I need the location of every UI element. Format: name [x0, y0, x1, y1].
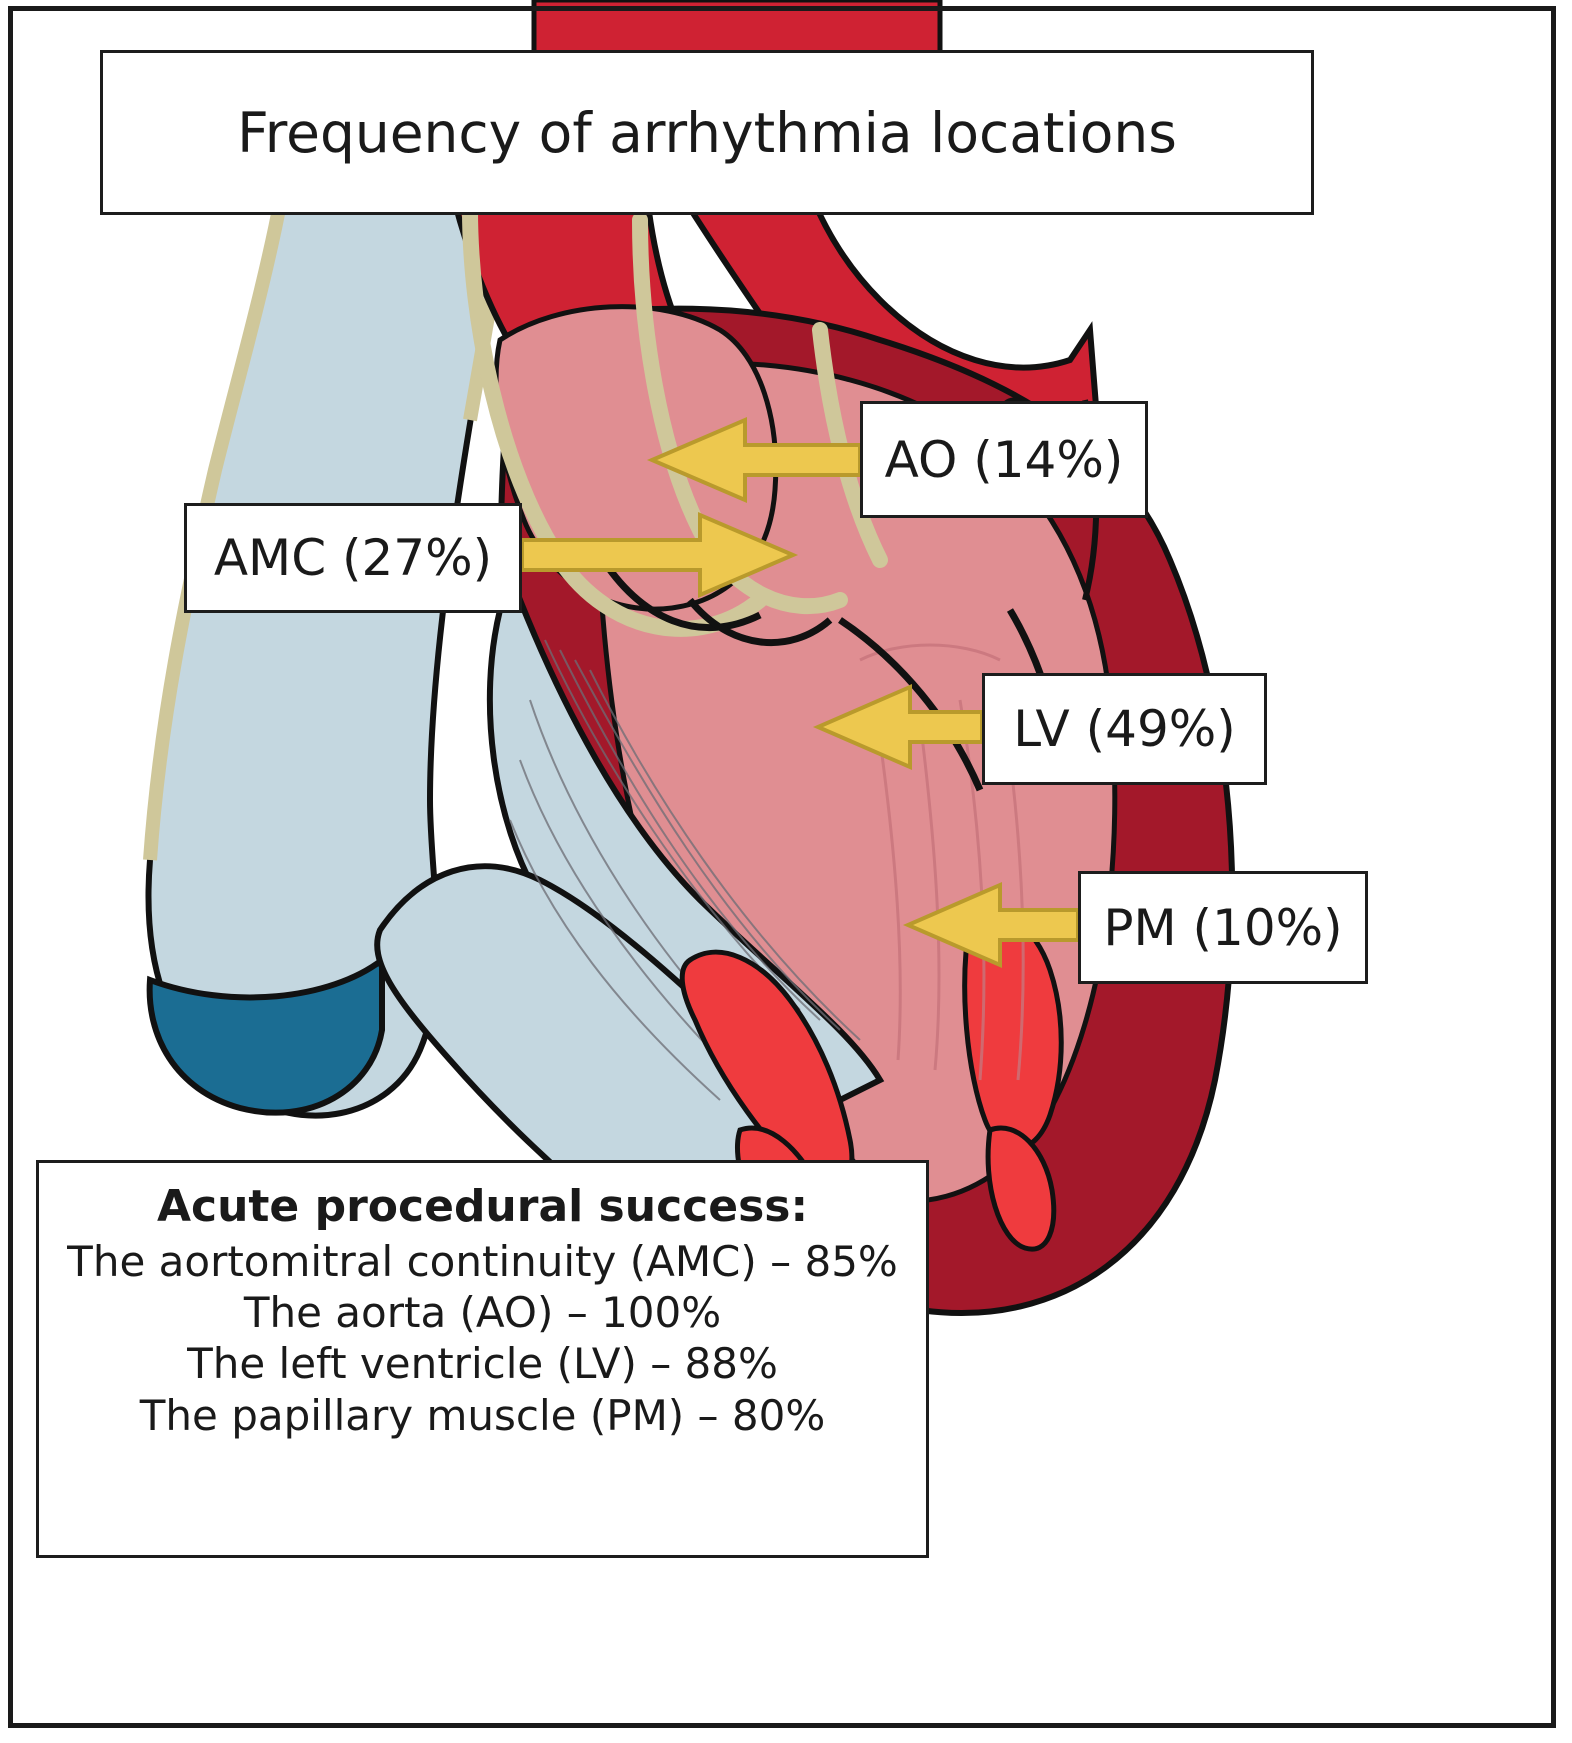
callout-pm-label: PM (10%): [1103, 898, 1343, 957]
callout-ao: [860, 401, 1148, 518]
success-line-ao: The aorta (AO) – 100%: [243, 1288, 722, 1338]
callout-amc-label: AMC (27%): [213, 529, 493, 587]
callout-lv-label: LV (49%): [1013, 700, 1236, 758]
callout-ao-label: AO (14%): [884, 430, 1124, 489]
callout-pm: [1078, 871, 1368, 984]
title-box: [100, 50, 1314, 215]
success-title: Acute procedural success:: [156, 1181, 809, 1232]
success-line-pm: The papillary muscle (PM) – 80%: [139, 1390, 826, 1440]
callout-lv: [982, 673, 1267, 785]
success-line-lv: The left ventricle (LV) – 88%: [187, 1339, 778, 1389]
callout-amc: [184, 503, 522, 613]
success-line-amc: The aortomitral continuity (AMC) – 85%: [67, 1237, 898, 1286]
figure-title: Frequency of arrhythmia locations: [237, 100, 1177, 165]
acute-procedural-success-box: [36, 1160, 929, 1558]
